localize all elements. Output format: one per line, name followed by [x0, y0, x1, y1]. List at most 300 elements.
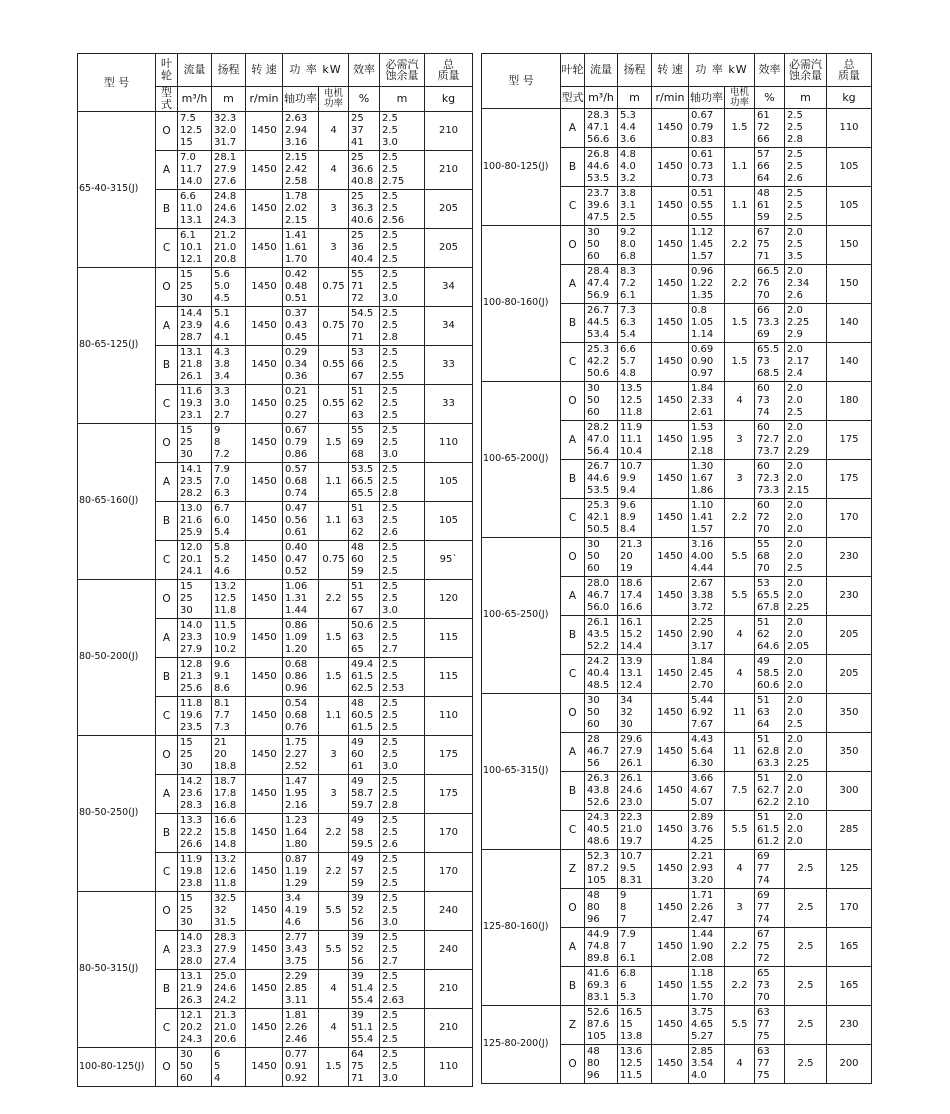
speed-cell-value: 1450 [251, 514, 277, 526]
head-cell [212, 346, 246, 385]
shaft-power-cell [689, 967, 725, 1006]
head-cell-value: 6.1 [620, 290, 636, 302]
shaft-power-cell-value: 2.47 [691, 914, 714, 926]
impeller-type-label: O [162, 436, 171, 449]
speed-cell [652, 694, 689, 733]
flow-cell-value: 53.4 [587, 329, 610, 341]
npsh-cell-value: 2.5 [382, 892, 398, 904]
shaft-power-cell-value: 3.75 [285, 956, 308, 968]
mass-cell [827, 577, 872, 616]
efficiency-cell [755, 109, 785, 148]
impeller-type-label: C [568, 355, 577, 368]
npsh-cell-value: 2.10 [787, 797, 810, 809]
flow-cell-value: 23.5 [180, 475, 203, 487]
mass-cell-value: 205 [438, 241, 459, 253]
flow-cell-value: 13.0 [180, 502, 203, 514]
efficiency-cell-value: 49 [757, 655, 770, 667]
motor-power-cell-value: 3 [736, 433, 743, 445]
head-cell [618, 226, 652, 265]
efficiency-cell-value: 61 [351, 761, 364, 773]
flow-cell [178, 853, 212, 892]
mass-cell-value: 230 [839, 1018, 859, 1030]
npsh-cell-value: 2.5 [382, 410, 398, 422]
impeller-type-cell [156, 268, 178, 307]
efficiency-cell-value: 75 [757, 1070, 770, 1082]
flow-cell-value: 25.9 [180, 527, 203, 539]
impeller-type-cell [561, 343, 585, 382]
impeller-type-label: A [568, 940, 577, 953]
npsh-cell-value: 2.8 [787, 134, 803, 146]
motor-power-cell [319, 424, 349, 463]
impeller-type-cell [561, 421, 585, 460]
efficiency-cell-value: 51 [757, 694, 770, 706]
speed-cell-value: 1450 [657, 667, 683, 679]
shaft-power-cell-value: 1.41 [691, 511, 714, 523]
npsh-cell-value: 2.5 [787, 160, 803, 172]
shaft-power-cell [283, 229, 319, 268]
efficiency-cell [755, 343, 785, 382]
efficiency-cell [755, 499, 785, 538]
npsh-cell-value: 2.5 [382, 592, 398, 604]
npsh-cell-value: 2.5 [787, 187, 803, 199]
shaft-power-cell-value: 1.67 [691, 472, 714, 484]
speed-cell [246, 970, 283, 1009]
head-cell [618, 616, 652, 655]
flow-cell-value: 39.6 [587, 199, 610, 211]
head-cell [618, 1045, 652, 1084]
head-cell-value: 6.8 [620, 967, 636, 979]
shaft-power-cell [283, 268, 319, 307]
head-cell-value: 13.5 [620, 382, 643, 394]
motor-power-cell-value: 2.2 [325, 826, 342, 838]
head-cell-value: 21.2 [214, 229, 237, 241]
flow-cell-value: 15 [180, 736, 193, 748]
flow-cell [178, 463, 212, 502]
efficiency-cell-value: 69 [757, 850, 770, 862]
efficiency-cell-value: 64 [757, 173, 770, 185]
shaft-power-cell-value: 0.79 [691, 121, 714, 133]
mass-cell [425, 151, 473, 190]
head-cell-value: 32 [620, 706, 633, 718]
shaft-power-cell [283, 814, 319, 853]
flow-cell [585, 928, 618, 967]
header-shaft-power: 轴功率 [689, 87, 725, 109]
speed-cell-value: 1450 [251, 787, 277, 799]
efficiency-cell-value: 36.6 [351, 163, 374, 175]
flow-cell-value: 24.3 [587, 811, 610, 823]
flow-cell [585, 850, 618, 889]
efficiency-cell-value: 37 [351, 124, 364, 136]
motor-power-cell-value: 1.5 [731, 316, 748, 328]
motor-power-cell-value: 7.5 [731, 784, 748, 796]
flow-cell-value: 10.1 [180, 241, 203, 253]
npsh-cell-value: 2.5 [382, 124, 398, 136]
header-power: 功 率 kW [689, 54, 755, 87]
speed-cell [652, 187, 689, 226]
npsh-cell-value: 2.5 [797, 979, 814, 991]
impeller-type-label: O [162, 748, 171, 761]
flow-cell-value: 13.1 [180, 215, 203, 227]
head-cell-value: 16.5 [620, 1006, 643, 1018]
head-cell [618, 928, 652, 967]
motor-power-cell-value: 1.1 [325, 475, 342, 487]
motor-power-cell-value: 0.55 [322, 397, 345, 409]
head-cell-value: 7.2 [214, 449, 230, 461]
head-cell-value: 23.0 [620, 797, 643, 809]
npsh-cell-value: 2.5 [382, 775, 398, 787]
flow-cell-value: 28 [587, 733, 600, 745]
flow-cell-value: 52.3 [587, 850, 610, 862]
mass-cell [827, 811, 872, 850]
shaft-power-cell-value: 0.57 [285, 463, 308, 475]
speed-cell-value: 1450 [251, 865, 277, 877]
flow-cell [178, 775, 212, 814]
efficiency-cell-value: 75 [757, 940, 770, 952]
npsh-cell-value: 2.5 [382, 943, 398, 955]
shaft-power-cell-value: 0.77 [285, 1048, 308, 1060]
shaft-power-cell-value: 1.86 [691, 485, 714, 497]
mass-cell [827, 226, 872, 265]
npsh-cell-value: 2.5 [382, 475, 398, 487]
flow-cell [585, 148, 618, 187]
speed-cell [246, 775, 283, 814]
speed-cell-value: 1450 [251, 904, 277, 916]
efficiency-cell [349, 190, 380, 229]
mass-cell [827, 694, 872, 733]
head-cell-value: 18.8 [214, 761, 237, 773]
shaft-power-cell-value: 0.37 [285, 307, 308, 319]
npsh-cell [785, 577, 827, 616]
npsh-cell-value: 2.34 [787, 277, 810, 289]
efficiency-cell [349, 346, 380, 385]
head-cell-value: 8.3 [620, 265, 636, 277]
speed-cell [246, 151, 283, 190]
head-cell-value: 24.8 [214, 190, 237, 202]
npsh-cell-value: 2.0 [787, 655, 803, 667]
shaft-power-cell-value: 1.95 [285, 787, 308, 799]
head-cell-value: 9.1 [214, 670, 230, 682]
npsh-cell-value: 2.5 [797, 862, 814, 874]
shaft-power-cell-value: 2.85 [285, 982, 308, 994]
motor-power-cell-value: 4 [736, 628, 743, 640]
model-label: 80-50-200(J) [79, 651, 139, 663]
npsh-cell [785, 343, 827, 382]
efficiency-cell-value: 69 [757, 889, 770, 901]
speed-cell-value: 1450 [657, 823, 683, 835]
impeller-type-cell [561, 889, 585, 928]
head-cell-value: 32.5 [214, 892, 237, 904]
head-cell [212, 190, 246, 229]
speed-cell-value: 1450 [251, 124, 277, 136]
shaft-power-cell-value: 0.40 [285, 541, 308, 553]
head-cell-value: 10.9 [214, 631, 237, 643]
impeller-type-label: C [162, 397, 171, 410]
shaft-power-cell-value: 1.23 [285, 814, 308, 826]
motor-power-cell [319, 463, 349, 502]
flow-cell-value: 25 [180, 280, 193, 292]
shaft-power-cell-value: 0.51 [285, 293, 308, 305]
head-cell-value: 20.6 [214, 1034, 237, 1046]
speed-cell [652, 772, 689, 811]
npsh-cell [380, 814, 425, 853]
impeller-type-label: O [162, 124, 171, 137]
efficiency-cell [349, 853, 380, 892]
impeller-type-cell [561, 265, 585, 304]
speed-cell-value: 1450 [657, 472, 683, 484]
model-label: 80-50-250(J) [79, 807, 139, 819]
mass-cell-value: 300 [839, 784, 859, 796]
shaft-power-cell [283, 931, 319, 970]
efficiency-cell-value: 51 [757, 616, 770, 628]
speed-cell [652, 811, 689, 850]
impeller-type-cell [156, 1009, 178, 1048]
speed-cell [246, 463, 283, 502]
flow-cell-value: 25.3 [587, 343, 610, 355]
shaft-power-cell-value: 2.94 [285, 124, 308, 136]
efficiency-cell-value: 62.2 [757, 797, 780, 809]
head-cell-value: 8.0 [620, 238, 636, 250]
efficiency-cell-value: 63 [757, 1006, 770, 1018]
shaft-power-cell-value: 0.45 [285, 332, 308, 344]
efficiency-cell-value: 39 [351, 970, 364, 982]
shaft-power-cell-value: 2.29 [285, 970, 308, 982]
npsh-cell [785, 1045, 827, 1084]
head-cell-value: 9.6 [620, 499, 636, 511]
speed-cell-value: 1450 [251, 163, 277, 175]
shaft-power-cell-value: 0.61 [285, 527, 308, 539]
efficiency-cell-value: 55 [757, 538, 770, 550]
efficiency-cell-value: 48 [351, 541, 364, 553]
flow-cell [585, 733, 618, 772]
flow-cell [585, 967, 618, 1006]
efficiency-cell-value: 59 [351, 566, 364, 578]
motor-power-cell-value: 1.5 [325, 631, 342, 643]
flow-cell-value: 47.1 [587, 121, 610, 133]
speed-cell-value: 1450 [657, 1057, 683, 1069]
mass-cell [827, 187, 872, 226]
head-cell [618, 850, 652, 889]
head-cell-value: 11.1 [620, 433, 643, 445]
head-cell [618, 577, 652, 616]
head-cell-value: 8 [214, 436, 221, 448]
flow-cell-value: 23.3 [180, 631, 203, 643]
npsh-cell [380, 931, 425, 970]
table-row [78, 1048, 473, 1087]
efficiency-cell [755, 967, 785, 1006]
mass-cell-value: 240 [438, 904, 459, 916]
npsh-cell-value: 2.5 [382, 787, 398, 799]
npsh-cell-value: 2.5 [382, 631, 398, 643]
head-cell [212, 268, 246, 307]
head-cell-value: 3.6 [620, 134, 636, 146]
mass-cell [425, 814, 473, 853]
efficiency-cell-value: 60.6 [757, 680, 780, 692]
shaft-power-cell [689, 733, 725, 772]
npsh-cell-value: 2.5 [787, 109, 803, 121]
speed-cell [652, 733, 689, 772]
mass-cell-value: 230 [839, 550, 859, 562]
shaft-power-cell-value: 0.68 [285, 475, 308, 487]
npsh-cell [785, 226, 827, 265]
shaft-power-cell [283, 307, 319, 346]
head-cell-value: 3.3 [214, 385, 230, 397]
flow-cell-value: 30 [180, 449, 193, 461]
impeller-type-cell [156, 463, 178, 502]
shaft-power-cell-value: 0.86 [285, 619, 308, 631]
speed-cell [652, 382, 689, 421]
efficiency-cell-value: 54.5 [351, 307, 374, 319]
shaft-power-cell-value: 2.26 [285, 1021, 308, 1033]
shaft-power-cell [283, 1009, 319, 1048]
shaft-power-cell-value: 0.25 [285, 397, 308, 409]
shaft-power-cell [283, 658, 319, 697]
shaft-power-cell [283, 892, 319, 931]
head-cell-value: 27.6 [214, 176, 237, 188]
head-cell-value: 6 [620, 979, 627, 991]
header-efficiency: 效率 [755, 54, 785, 87]
impeller-type-label: C [568, 823, 577, 836]
head-cell-value: 21.0 [214, 241, 237, 253]
flow-cell-value: 14.0 [180, 619, 203, 631]
flow-cell [178, 814, 212, 853]
head-cell-value: 18.7 [214, 775, 237, 787]
npsh-cell-value: 2.0 [787, 745, 803, 757]
npsh-cell-value: 2.5 [382, 931, 398, 943]
efficiency-cell [755, 850, 785, 889]
impeller-type-cell [156, 931, 178, 970]
shaft-power-cell-value: 3.20 [691, 875, 714, 887]
shaft-power-cell-value: 0.55 [691, 199, 714, 211]
flow-cell-value: 7.5 [180, 112, 196, 124]
efficiency-cell-value: 61.5 [351, 670, 374, 682]
flow-cell-value: 12.5 [180, 124, 203, 136]
head-cell [618, 1006, 652, 1045]
head-cell-value: 12.5 [620, 394, 643, 406]
head-cell-value: 4.3 [214, 346, 230, 358]
table-row [482, 382, 872, 421]
shaft-power-cell-value: 0.74 [285, 488, 308, 500]
npsh-cell-value: 2.8 [382, 332, 398, 344]
flow-cell-value: 15 [180, 424, 193, 436]
npsh-cell-value: 2.5 [382, 541, 398, 553]
model-cell [482, 226, 561, 382]
flow-cell-value: 13.1 [180, 346, 203, 358]
flow-cell-value: 60 [587, 719, 600, 731]
npsh-cell-value: 2.5 [382, 463, 398, 475]
flow-cell-value: 43.8 [587, 784, 610, 796]
efficiency-cell-value: 62 [351, 527, 364, 539]
flow-cell-value: 28.0 [180, 956, 203, 968]
efficiency-cell-value: 62 [351, 397, 364, 409]
flow-cell-value: 27.9 [180, 644, 203, 656]
flow-cell [585, 538, 618, 577]
flow-cell-value: 20.1 [180, 553, 203, 565]
npsh-cell-value: 2.0 [787, 694, 803, 706]
header-head-unit: m [618, 87, 652, 109]
head-cell [618, 538, 652, 577]
speed-cell [652, 304, 689, 343]
speed-cell [652, 967, 689, 1006]
npsh-cell [380, 112, 425, 151]
efficiency-cell-value: 62.8 [757, 745, 780, 757]
shaft-power-cell-value: 4.19 [285, 904, 308, 916]
mass-cell-value: 180 [839, 394, 859, 406]
npsh-cell-value: 3.0 [382, 917, 398, 929]
head-cell [618, 733, 652, 772]
npsh-cell-value: 2.5 [787, 199, 803, 211]
head-cell-value: 21.3 [214, 1009, 237, 1021]
impeller-type-label: A [568, 433, 577, 446]
efficiency-cell-value: 49 [351, 775, 364, 787]
efficiency-cell-value: 64.6 [757, 641, 780, 653]
efficiency-cell-value: 59 [757, 212, 770, 224]
efficiency-cell-value: 51.4 [351, 982, 374, 994]
shaft-power-cell-value: 2.93 [691, 862, 714, 874]
shaft-power-cell-value: 1.18 [691, 967, 714, 979]
motor-power-cell-value: 11 [733, 706, 746, 718]
efficiency-cell [755, 1045, 785, 1084]
efficiency-cell-value: 67 [351, 371, 364, 383]
flow-cell [585, 343, 618, 382]
flow-cell-value: 26.1 [180, 371, 203, 383]
efficiency-cell-value: 51 [351, 502, 364, 514]
efficiency-cell-value: 72.7 [757, 433, 780, 445]
flow-cell-value: 25 [180, 904, 193, 916]
head-cell-value: 7.2 [620, 277, 636, 289]
flow-cell-value: 12.1 [180, 254, 203, 266]
mass-cell-value: 140 [839, 355, 859, 367]
npsh-cell-value: 2.5 [382, 241, 398, 253]
head-cell-value: 12.5 [214, 592, 237, 604]
motor-power-cell-value: 1.5 [731, 355, 748, 367]
model-label: 100-80-125(J) [483, 160, 549, 172]
efficiency-cell-value: 60 [757, 421, 770, 433]
npsh-cell [380, 463, 425, 502]
speed-cell-value: 1450 [657, 940, 683, 952]
head-cell [212, 814, 246, 853]
npsh-cell-value: 2.63 [382, 995, 405, 1007]
header-npsh: 必需汽 蚀余量 [785, 54, 827, 87]
shaft-power-cell-value: 1.14 [691, 329, 714, 341]
flow-cell-value: 11.0 [180, 202, 203, 214]
flow-cell-value: 23.6 [180, 787, 203, 799]
efficiency-cell-value: 73.3 [757, 485, 780, 497]
motor-power-cell-value: 3 [330, 748, 337, 760]
head-cell-value: 13.1 [620, 667, 643, 679]
shaft-power-cell-value: 0.67 [691, 109, 714, 121]
flow-cell [178, 424, 212, 463]
impeller-type-cell [561, 538, 585, 577]
npsh-cell-value: 3.0 [382, 761, 398, 773]
efficiency-cell [755, 265, 785, 304]
shaft-power-cell-value: 3.43 [285, 943, 308, 955]
shaft-power-cell-value: 2.08 [691, 953, 714, 965]
npsh-cell [380, 775, 425, 814]
flow-cell [585, 187, 618, 226]
shaft-power-cell-value: 2.15 [285, 215, 308, 227]
npsh-cell-value: 2.5 [382, 736, 398, 748]
head-cell-value: 10.7 [620, 460, 643, 472]
motor-power-cell-value: 11 [733, 745, 746, 757]
impeller-type-label: B [568, 979, 577, 992]
npsh-cell [380, 1009, 425, 1048]
shaft-power-cell-value: 1.44 [285, 605, 308, 617]
efficiency-cell-value: 48 [757, 187, 770, 199]
shaft-power-cell-value: 0.29 [285, 346, 308, 358]
header-impeller: 叶轮 [561, 54, 585, 87]
npsh-cell-value: 2.0 [787, 667, 803, 679]
head-cell-value: 15.8 [214, 826, 237, 838]
